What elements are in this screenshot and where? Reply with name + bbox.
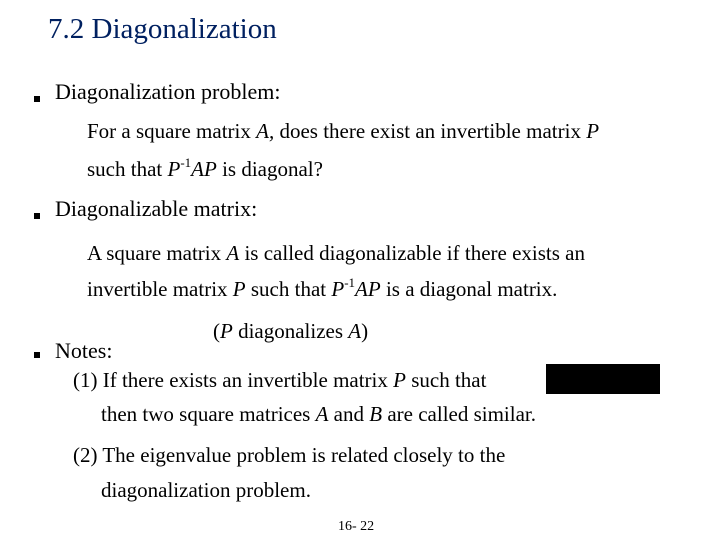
text: is diagonal? (216, 157, 323, 181)
note-1-line-2 (101, 402, 536, 427)
var-P: P (586, 119, 600, 143)
var-B: B (369, 402, 383, 426)
page-number: 16- 22 (338, 519, 375, 534)
text: (1) If there exists an invertible matrix (73, 368, 394, 392)
text: invertible matrix (87, 277, 233, 301)
definition-line-1 (87, 241, 585, 266)
note-2-line-2: diagonalization problem. (101, 478, 311, 502)
var-P: P (331, 277, 345, 301)
var-P: P (393, 368, 406, 392)
text: are called similar. (382, 402, 537, 426)
bullet-marker (34, 213, 40, 219)
note-2-line-1: (2) The eigenvalue problem is related closely to the (73, 443, 506, 467)
var-AP: AP (355, 277, 381, 301)
var-A: A, (256, 119, 275, 143)
bullet-marker (34, 352, 40, 358)
note-1-line-1 (73, 368, 486, 393)
definition-line-2 (87, 277, 557, 302)
bullet-marker (34, 96, 40, 102)
text: is called diagonalizable if there exists an (239, 241, 586, 265)
text: such that (405, 368, 487, 392)
text: For a square matrix (87, 119, 257, 143)
superscript: -1 (180, 155, 192, 170)
var-A: A (348, 319, 362, 343)
var-A: A (315, 402, 329, 426)
var-P: P (232, 277, 246, 301)
text: then two square matrices (101, 402, 316, 426)
text: such that (245, 277, 332, 301)
text: ( (213, 319, 220, 343)
heading-notes: Notes: (55, 338, 113, 363)
text: and (328, 402, 370, 426)
text: diagonalizes (232, 319, 349, 343)
problem-line-1 (87, 119, 599, 144)
text: is a diagonal matrix. (380, 277, 558, 301)
var-AP: AP (191, 157, 217, 181)
redacted-equation-box (546, 364, 660, 394)
var-P: P (220, 319, 233, 343)
problem-line-2 (87, 157, 323, 182)
slide-title: 7.2 Diagonalization (48, 13, 277, 45)
superscript: -1 (344, 275, 356, 290)
heading-diagonalizable-matrix: Diagonalizable matrix: (55, 196, 258, 221)
text: A square matrix (87, 241, 227, 265)
text: ) (361, 319, 369, 343)
diagonalizes-note (213, 319, 368, 344)
heading-diagonalization-problem: Diagonalization problem: (55, 79, 281, 104)
var-P: P (167, 157, 181, 181)
text: such that (87, 157, 168, 181)
text: does there exist an invertible matrix (274, 119, 587, 143)
var-A: A (226, 241, 240, 265)
